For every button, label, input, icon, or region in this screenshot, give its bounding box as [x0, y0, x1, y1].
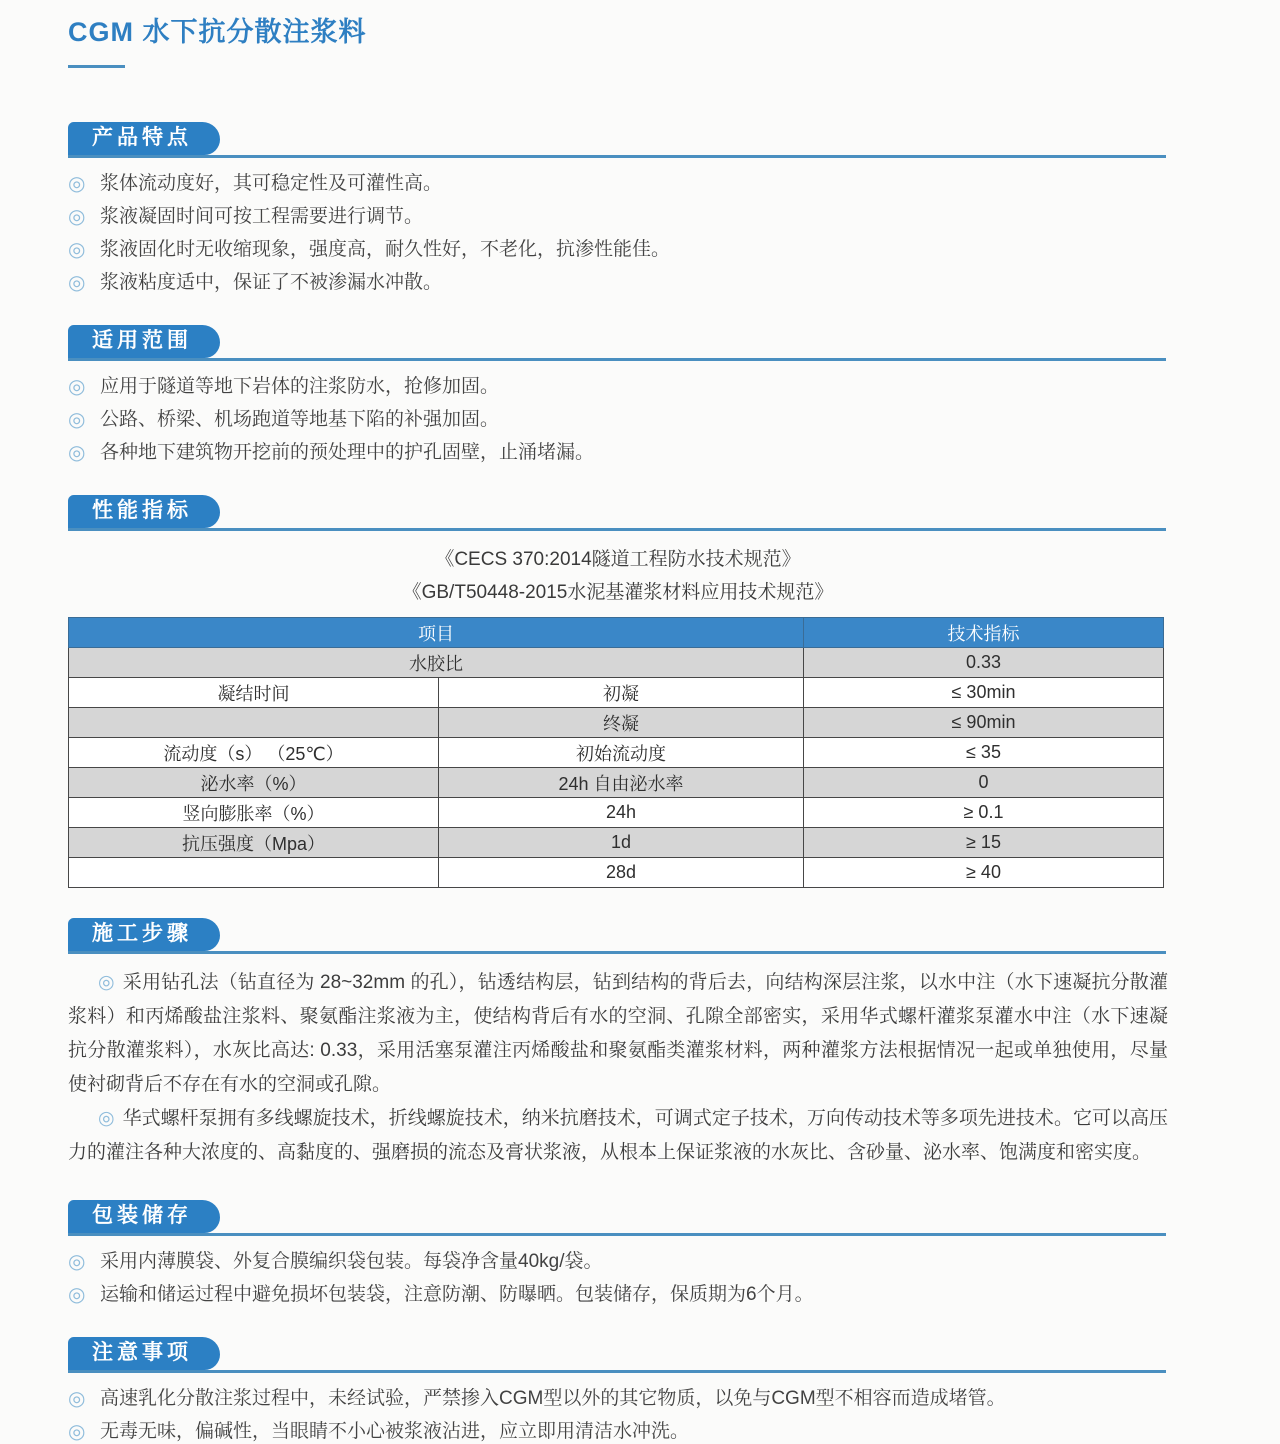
table-cell-sub: 28d [439, 858, 804, 888]
page-title: CGM 水下抗分散注浆料 [68, 17, 367, 47]
table-row [69, 678, 1164, 708]
document-page [68, 0, 1168, 1444]
ring-bullet-icon: ◎ [68, 1388, 86, 1410]
table-cell-group [69, 858, 439, 888]
section-rule [68, 528, 1166, 531]
list-item [68, 1387, 1168, 1411]
table-row [69, 858, 1164, 888]
packaging-badge: 包装储存 [68, 1200, 220, 1233]
list-item-text: 公路、桥梁、机场跑道等地基下陷的补强加固。 [100, 409, 500, 430]
section-notes [68, 1337, 1168, 1444]
list-item-text: 应用于隧道等地下岩体的注浆防水，抢修加固。 [100, 376, 500, 397]
ring-bullet-icon: ◎ [98, 1108, 115, 1129]
notes-badge: 注意事项 [68, 1337, 220, 1370]
scope-badge: 适用范围 [68, 325, 220, 358]
table-cell-sub: 24h [439, 798, 804, 828]
table-cell-value: ≥ 0.1 [804, 798, 1164, 828]
list-item [68, 205, 1168, 229]
list-item-text: 运输和储运过程中避免损坏包装袋，注意防潮、防曝晒。包装储存，保质期为6个月。 [100, 1284, 814, 1305]
features-badge: 产品特点 [68, 122, 220, 155]
table-cell-value: 0 [804, 768, 1164, 798]
section-packaging [68, 1200, 1168, 1307]
ring-bullet-icon: ◎ [68, 1251, 86, 1273]
table-row [69, 648, 1164, 678]
list-item [68, 271, 1168, 295]
construction-badge: 施工步骤 [68, 918, 220, 951]
title-underline [68, 65, 125, 68]
table-cell-sub: 1d [439, 828, 804, 858]
table-row [69, 738, 1164, 768]
standard-reference: 《GB/T50448-2015水泥基灌浆材料应用技术规范》 [402, 582, 834, 603]
section-performance [68, 495, 1168, 888]
paragraph-text: 采用钻孔法（钻直径为 28~32mm 的孔），钻透结构层，钻到结构的背后去，向结构深层注浆，以水中注（水下速凝抗分散灌浆料）和丙烯酸盐注浆料、聚氨酯注浆液为主，使结构背后有水的空洞、孔隙全部密实，采用华式螺杆灌浆泵灌水中注（水下速凝抗分散灌浆料），水灰比高达: 0.33，采用活塞泵灌注丙烯酸盐和聚氨酯类灌浆材料，两种灌浆方法根据情况一起或单独使用，尽量使衬砌背后不存在有水的空洞或孔隙。 [68, 972, 1168, 1095]
ring-bullet-icon: ◎ [68, 1284, 86, 1306]
table-cell-group: 水胶比 [69, 648, 804, 678]
list-item [68, 375, 1168, 399]
ring-bullet-icon: ◎ [68, 272, 86, 294]
list-item-text: 浆液粘度适中，保证了不被渗漏水冲散。 [100, 272, 443, 293]
table-row [69, 708, 1164, 738]
paragraph [68, 966, 1168, 1102]
packaging-list [68, 1250, 1168, 1307]
list-item [68, 408, 1168, 432]
list-item-text: 浆液固化时无收缩现象，强度高，耐久性好，不老化，抗渗性能佳。 [100, 239, 671, 260]
list-item-text: 浆液凝固时间可按工程需要进行调节。 [100, 206, 424, 227]
table-cell-value: ≤ 90min [804, 708, 1164, 738]
table-cell-value: ≥ 15 [804, 828, 1164, 858]
list-item [68, 1283, 1168, 1307]
table-cell-group: 泌水率（%） [69, 768, 439, 798]
ring-bullet-icon: ◎ [68, 239, 86, 261]
features-list [68, 172, 1168, 295]
section-rule [68, 358, 1166, 361]
section-rule [68, 1233, 1166, 1236]
list-item [68, 238, 1168, 262]
section-scope [68, 325, 1168, 465]
list-item [68, 441, 1168, 465]
list-item-text: 各种地下建筑物开挖前的预处理中的护孔固壁，止涌堵漏。 [100, 442, 595, 463]
table-cell-sub: 终凝 [439, 708, 804, 738]
table-cell-value: 0.33 [804, 648, 1164, 678]
section-rule [68, 155, 1166, 158]
ring-bullet-icon: ◎ [68, 206, 86, 228]
list-item-text: 无毒无味，偏碱性，当眼睛不小心被浆液沾进，应立即用清洁水冲洗。 [100, 1421, 690, 1442]
table-row [69, 798, 1164, 828]
table-header-item: 项目 [69, 618, 804, 648]
table-cell-value: ≤ 30min [804, 678, 1164, 708]
performance-table [68, 617, 1164, 888]
table-header-indicator: 技术指标 [804, 618, 1164, 648]
table-header-row [69, 618, 1164, 648]
table-cell-group: 流动度（s） （25℃） [69, 738, 439, 768]
section-features [68, 122, 1168, 295]
construction-paragraphs [68, 966, 1168, 1170]
table-cell-group: 抗压强度（Mpa） [69, 828, 439, 858]
ring-bullet-icon: ◎ [68, 173, 86, 195]
list-item-text: 采用内薄膜袋、外复合膜编织袋包装。每袋净含量40kg/袋。 [100, 1251, 603, 1272]
table-cell-value: ≥ 40 [804, 858, 1164, 888]
list-item-text: 高速乳化分散注浆过程中，未经试验，严禁掺入CGM型以外的其它物质，以免与CGM型不相容而造成堵管。 [100, 1388, 1006, 1409]
list-item [68, 172, 1168, 196]
section-rule [68, 1370, 1166, 1373]
list-item [68, 1420, 1168, 1444]
ring-bullet-icon: ◎ [68, 442, 86, 464]
list-item-text: 浆体流动度好，其可稳定性及可灌性高。 [100, 173, 443, 194]
ring-bullet-icon: ◎ [68, 1421, 86, 1443]
table-row [69, 768, 1164, 798]
table-cell-group: 凝结时间 [69, 678, 439, 708]
ring-bullet-icon: ◎ [98, 972, 115, 993]
list-item [68, 1250, 1168, 1274]
section-rule [68, 951, 1166, 954]
table-cell-group: 竖向膨胀率（%） [69, 798, 439, 828]
table-cell-group [69, 708, 439, 738]
section-construction [68, 918, 1168, 1170]
ring-bullet-icon: ◎ [68, 376, 86, 398]
table-row [69, 828, 1164, 858]
notes-list [68, 1387, 1168, 1444]
table-cell-sub: 初始流动度 [439, 738, 804, 768]
ring-bullet-icon: ◎ [68, 409, 86, 431]
performance-badge: 性能指标 [68, 495, 220, 528]
standard-reference: 《CECS 370:2014隧道工程防水技术规范》 [435, 549, 801, 570]
paragraph [68, 1102, 1168, 1170]
paragraph-text: 华式螺杆泵拥有多线螺旋技术，折线螺旋技术，纳米抗磨技术，可调式定子技术，万向传动技术等多项先进技术。它可以高压力的灌注各种大浓度的、高黏度的、强磨损的流态及膏状浆液，从根本上保证浆液的水灰比、含砂量、泌水率、饱满度和密实度。 [68, 1108, 1168, 1163]
scope-list [68, 375, 1168, 465]
table-cell-value: ≤ 35 [804, 738, 1164, 768]
standards-block [68, 543, 1168, 609]
table-cell-sub: 24h 自由泌水率 [439, 768, 804, 798]
table-cell-sub: 初凝 [439, 678, 804, 708]
